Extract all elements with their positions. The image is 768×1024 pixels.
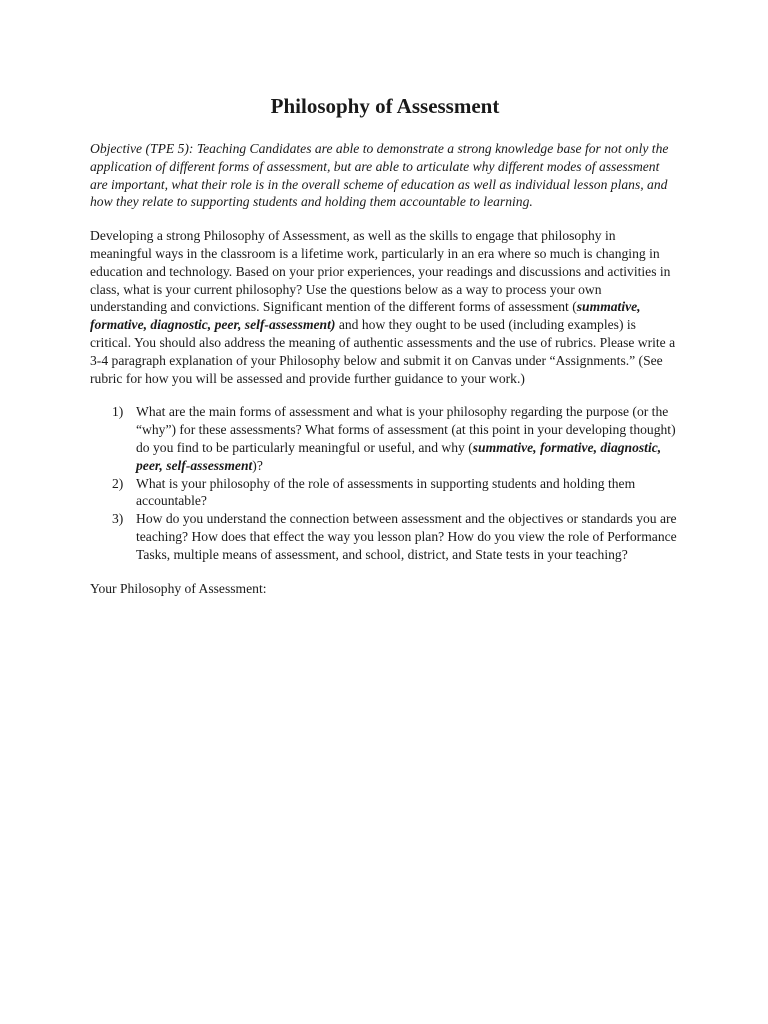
objective-paragraph: Objective (TPE 5): Teaching Candidates are able to demonstrate a strong knowledge base for not only the application of different forms of assessment, but are able to articulate why different modes of assessment are important, what their role is in the overall scheme of education as well as individual lesson plans, and how they relate to supporting students and holding them accountable to learning. <box>90 141 669 210</box>
question-item-3 <box>90 510 680 563</box>
question-text: How do you understand the connection between assessment and the objectives or standards you are teaching? How does that effect the way you lesson plan? How do you view the role of Performance Tasks, multiple means of assessment, and school, district, and State tests in your teaching? <box>136 511 677 562</box>
question-number: 3) <box>112 511 124 527</box>
response-prompt: Your Philosophy of Assessment: <box>90 580 267 596</box>
question-list <box>90 403 680 563</box>
question-item-2 <box>90 475 680 511</box>
question-item-1 <box>90 403 680 474</box>
intro-text-part1: Developing a strong Philosophy of Assessment, as well as the skills to engage that philosophy in meaningful ways in the classroom is a lifetime work, particularly in an era where so much is changing in education and technology. Based on your prior experiences, your readings and discussions and activities in class, what is your current philosophy? Use the questions below as a way to process your own understanding and convictions. Significant mention of the different forms of assessment ( <box>90 228 671 315</box>
question-text: What is your philosophy of the role of assessments in supporting students and holding them accountable? <box>136 475 636 509</box>
question-text: What are the main forms of assessment and what is your philosophy regarding the purpose (or the “why”) for these assessments? What forms of assessment (at this point in your developing thought) do you find to be particularly meaningful or useful, and why ( <box>136 404 676 455</box>
question-number: 2) <box>112 475 124 491</box>
question-number: 1) <box>112 404 124 420</box>
document-page <box>90 92 680 597</box>
intro-text-part2: and how they ought to be used (including examples) is critical. You should also address the meaning of authentic assessments and the use of rubrics. Please write a 3-4 paragraph explanation of your Philosophy below and submit it on Canvas under “Assignments.” (See rubric for how you will be assessed and provide further guidance to your work.) <box>90 317 676 386</box>
intro-assessment-types: summative, formative, diagnostic, peer, self-assessment) <box>90 299 641 333</box>
question-text-end: )? <box>252 457 263 473</box>
document-title: Philosophy of Assessment <box>270 94 500 118</box>
intro-paragraph <box>90 227 680 387</box>
question-assessment-types: summative, formative, diagnostic, peer, self-assessment <box>136 439 662 473</box>
